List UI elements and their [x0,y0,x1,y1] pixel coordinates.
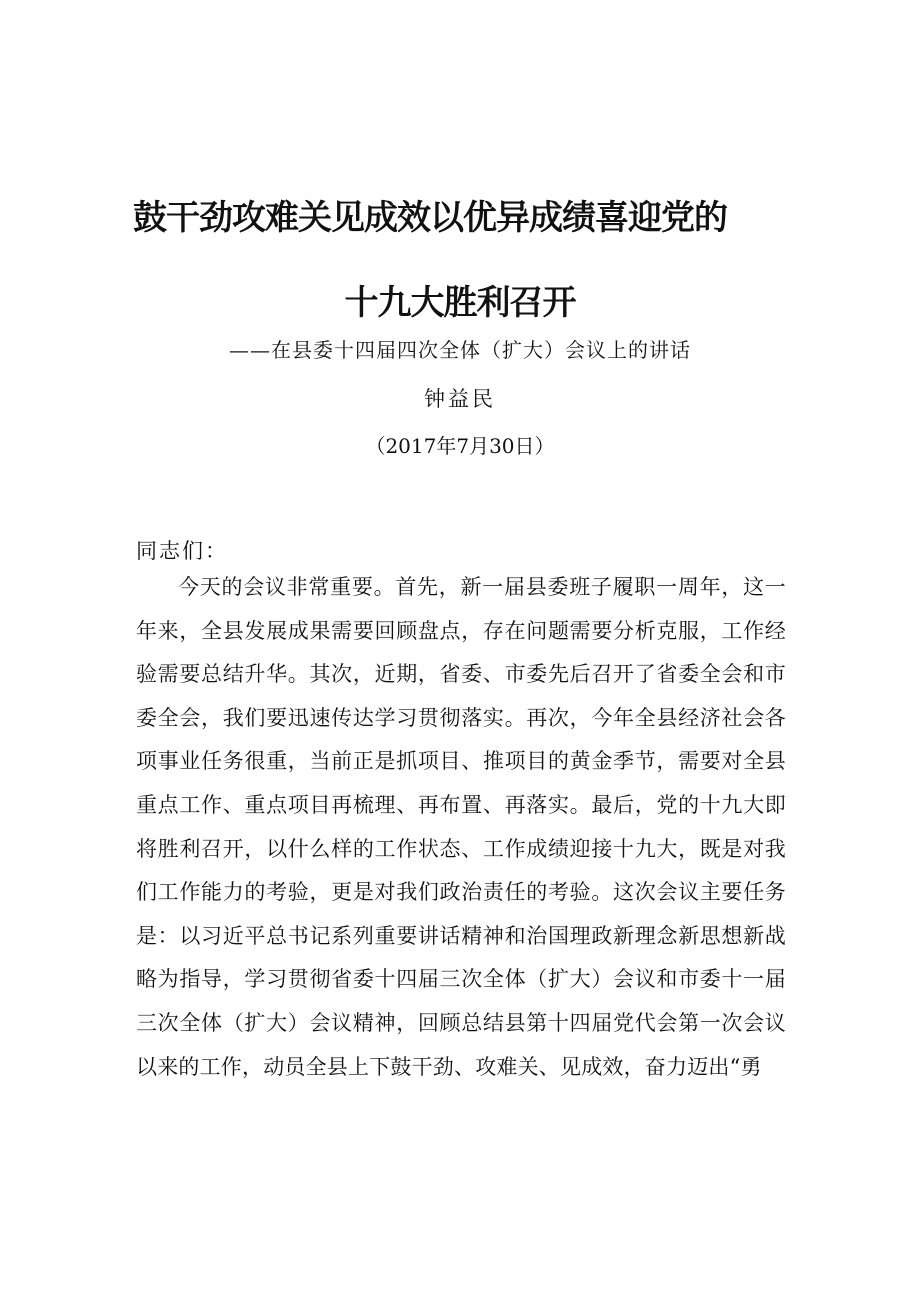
document-title-line-1: 鼓干劲攻难关见成效以优异成绩喜迎党的 [133,198,727,238]
body-paragraph: 今天的会议非常重要。首先，新一届县委班子履职一周年，这一年来，全县发展成果需要回顾盘点，存在问题需要分析克服，工作经验需要总结升华。其次，近期，省委、市委先后召开了省委全会和市委全会，我们要迅速传达学习贯彻落实。再次，今年全县经济社会各项事业任务很重，当前正是抓项目、推项目的黄金季节，需要对全县重点工作、重点项目再梳理、再布置、再落实。最后，党的十九大即将胜利召开，以什么样的工作状态、工作成绩迎接十九大，既是对我们工作能力的考验，更是对我们政治责任的考验。这次会议主要任务是：以习近平总书记系列重要讲话精神和治国理政新理念新思想新战略为指导，学习贯彻省委十四届三次全体（扩大）会议和市委十一届三次全体（扩大）会议精神，回顾总结县第十四届党代会第一次会议以来的工作，动员全县上下鼓干劲、攻难关、见成效，奋力迈出“勇 [136,575,786,1079]
document-title-line-2: 十九大胜利召开 [344,283,576,323]
document-date: （2017年7月30日） [365,434,555,458]
document-subtitle: ——在县委十四届四次全体（扩大）会议上的讲话 [229,338,691,362]
document-author: 钟益民 [424,387,496,411]
salutation: 同志们： [136,539,228,563]
